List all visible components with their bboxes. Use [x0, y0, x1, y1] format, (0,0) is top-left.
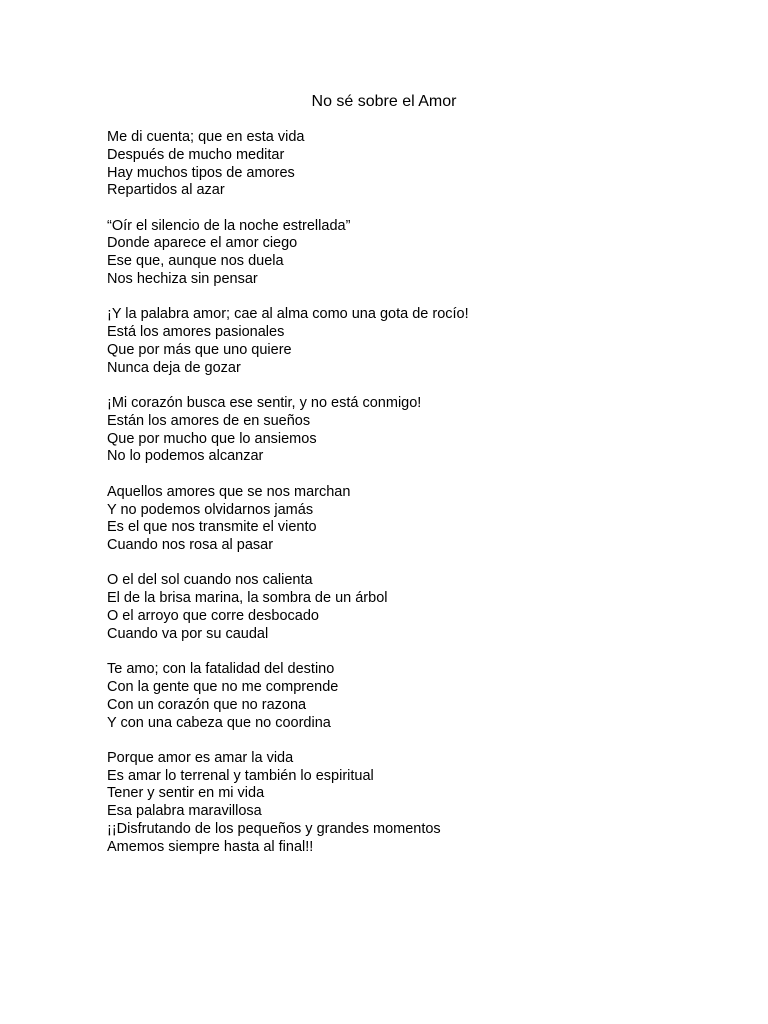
poem-line: Es el que nos transmite el viento	[107, 519, 317, 536]
poem-line: Amemos siempre hasta al final!!	[107, 838, 314, 855]
poem-line: Cuando va por su caudal	[107, 625, 269, 642]
poem-line: Que por más que uno quiere	[107, 341, 292, 358]
poem-line: “Oír el silencio de la noche estrellada”	[107, 217, 351, 234]
poem-line: Están los amores de en sueños	[107, 412, 311, 429]
poem-line: Nunca deja de gozar	[107, 359, 241, 376]
poem-line: Me di cuenta; que en esta vida	[107, 129, 305, 145]
poem-line: Esa palabra maravillosa	[107, 803, 262, 820]
poem-line: Donde aparece el amor ciego	[107, 235, 298, 252]
poem-line: Nos hechiza sin pensar	[107, 271, 258, 288]
poem-line: Tener y sentir en mi vida	[107, 785, 265, 802]
poem-line: Cuando nos rosa al pasar	[107, 537, 274, 554]
poem-line: Después de mucho meditar	[107, 146, 285, 163]
poem-line: Hay muchos tipos de amores	[107, 164, 295, 181]
poem-line: Te amo; con la fatalidad del destino	[107, 661, 335, 678]
poem-body	[107, 129, 707, 874]
poem-line: Es amar lo terrenal y también lo espiritual	[107, 767, 374, 784]
poem-line: ¡Y la palabra amor; cae al alma como una gota de rocío!	[107, 306, 469, 323]
poem-line: ¡¡Disfrutando de los pequeños y grandes momentos	[107, 821, 441, 837]
poem-line: Porque amor es amar la vida	[107, 749, 294, 766]
poem-line: Repartidos al azar	[107, 182, 225, 199]
stanza	[107, 306, 707, 377]
poem-line: ¡Mi corazón busca ese sentir, y no está conmigo!	[107, 395, 422, 412]
poem-line: El de la brisa marina, la sombra de un árbol	[107, 590, 388, 607]
poem-line: Que por mucho que lo ansiemos	[107, 430, 317, 447]
poem-title: No sé sobre el Amor	[311, 93, 457, 110]
poem-line: Y con una cabeza que no coordina	[107, 714, 331, 731]
poem-line: Ese que, aunque nos duela	[107, 253, 284, 270]
stanza	[107, 218, 707, 289]
stanza	[107, 572, 707, 643]
poem-line: No lo podemos alcanzar	[107, 448, 264, 465]
poem-line: Con un corazón que no razona	[107, 696, 307, 713]
poem-line: Está los amores pasionales	[107, 324, 285, 341]
poem-line: Aquellos amores que se nos marchan	[107, 483, 351, 500]
stanza	[107, 661, 707, 732]
stanza	[107, 129, 707, 200]
poem-line: Con la gente que no me comprende	[107, 678, 339, 695]
stanza	[107, 484, 707, 555]
stanza	[107, 395, 707, 466]
stanza	[107, 750, 707, 857]
poem-line: O el arroyo que corre desbocado	[107, 608, 319, 625]
poem-line: O el del sol cuando nos calienta	[107, 572, 313, 589]
poem-line: Y no podemos olvidarnos jamás	[107, 501, 314, 518]
